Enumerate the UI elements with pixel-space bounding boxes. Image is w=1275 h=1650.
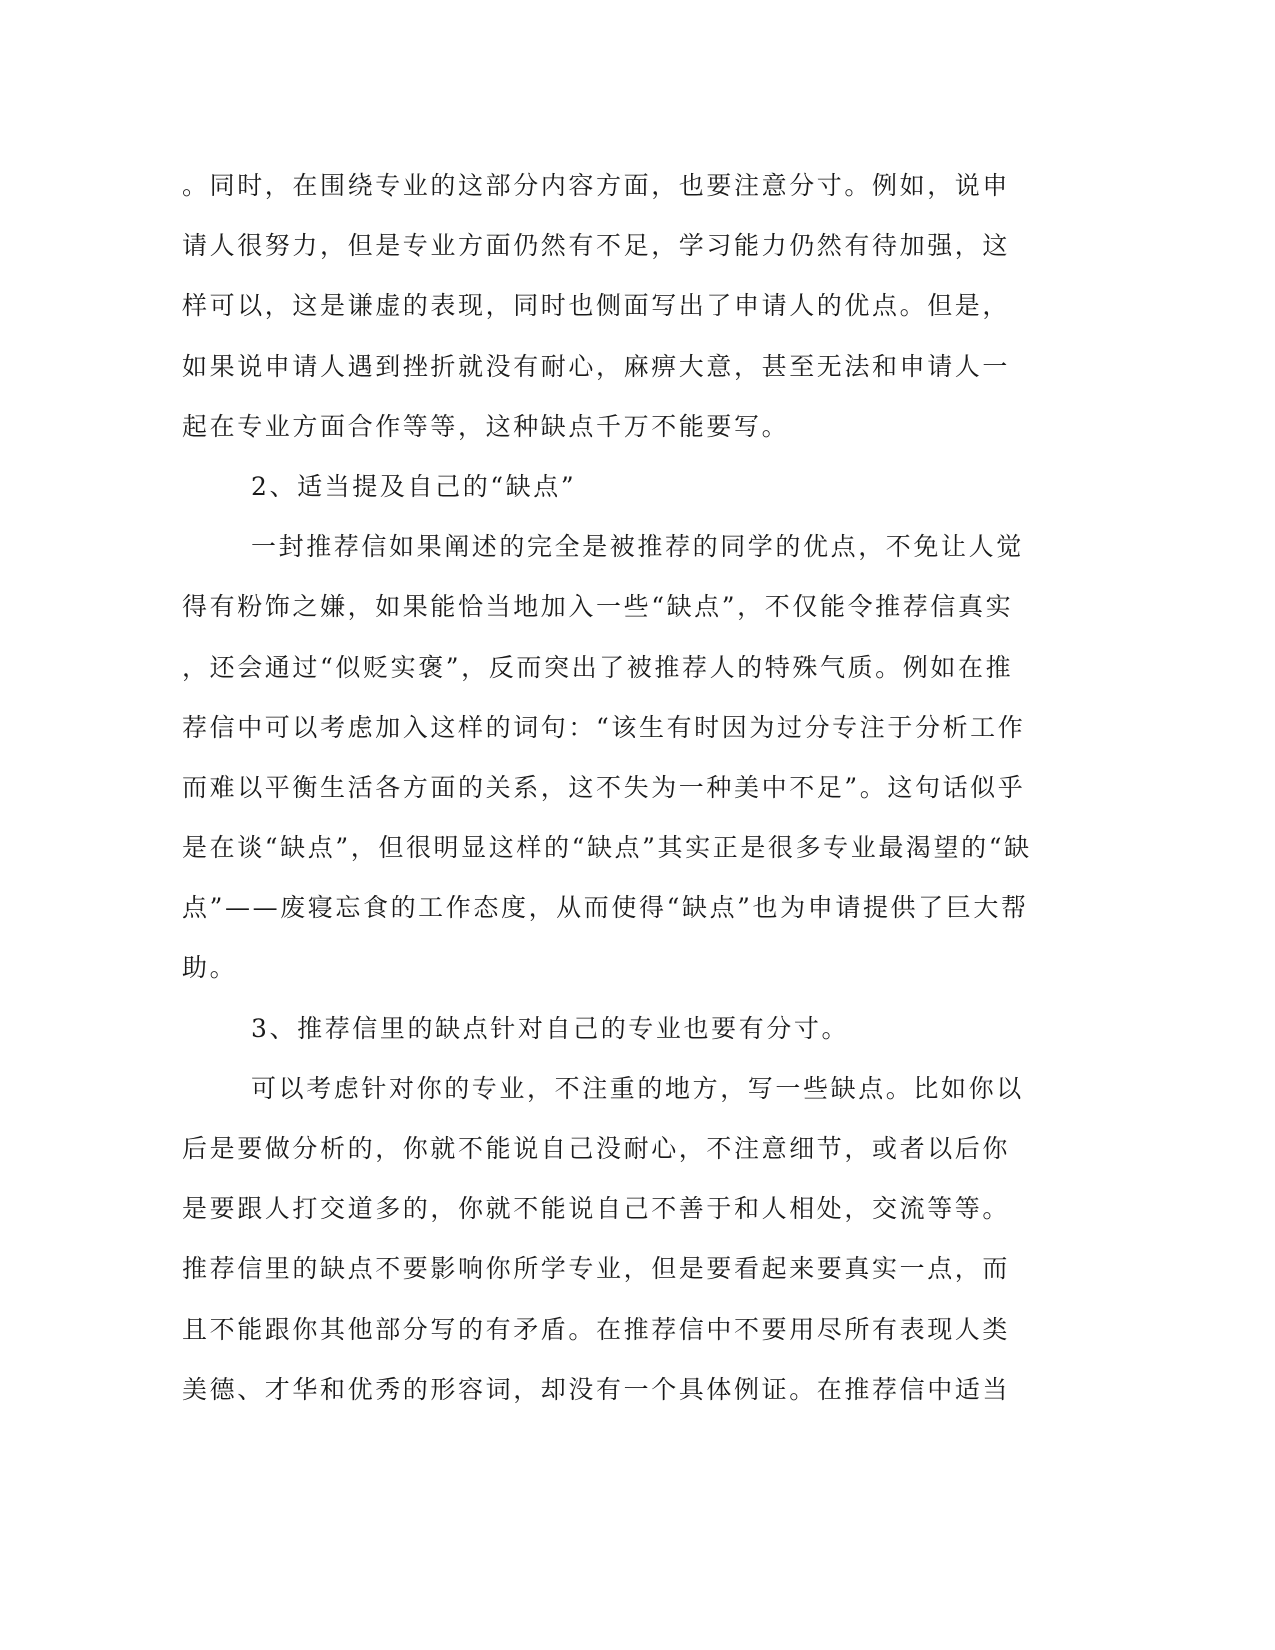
- text-line: 起在专业方面合作等等，这种缺点千万不能要写。: [182, 411, 790, 441]
- text-line: 荐信中可以考虑加入这样的词句：“该生有时因为过分专注于分析工作: [182, 712, 1026, 742]
- text-line: 请人很努力，但是专业方面仍然有不足，学习能力仍然有待加强，这: [182, 231, 1011, 261]
- paragraph-first-line: 3、推荐信里的缺点针对自己的专业也要有分寸。: [251, 1013, 850, 1043]
- text-line: 得有粉饰之嫌，如果能恰当地加入一些“缺点”，不仅能令推荐信真实: [182, 592, 1014, 622]
- body-text: [182, 156, 1062, 1420]
- text-line: 美德、才华和优秀的形容词，却没有一个具体例证。在推荐信中适当: [182, 1374, 1011, 1404]
- text-line: 推荐信里的缺点不要影响你所学专业，但是要看起来要真实一点，而: [182, 1254, 1011, 1284]
- text-line: 且不能跟你其他部分写的有矛盾。在推荐信中不要用尽所有表现人类: [182, 1314, 1011, 1344]
- text-line: 是要跟人打交道多的，你就不能说自己不善于和人相处，交流等等。: [182, 1194, 1011, 1224]
- text-line: ，还会通过“似贬实褒”，反而突出了被推荐人的特殊气质。例如在推: [182, 652, 1014, 682]
- text-line: 而难以平衡生活各方面的关系，这不失为一种美中不足”。这句话似乎: [182, 772, 1026, 802]
- text-line: 。同时，在围绕专业的这部分内容方面，也要注意分寸。例如，说申: [182, 171, 1011, 200]
- paragraph-first-line: 可以考虑针对你的专业，不注重的地方，写一些缺点。比如你以: [251, 1073, 1024, 1103]
- text-line: 样可以，这是谦虚的表现，同时也侧面写出了申请人的优点。但是，: [182, 291, 1011, 321]
- text-line: 助。: [182, 953, 238, 983]
- text-line: 点”——废寝忘食的工作态度，从而使得“缺点”也为申请提供了巨大帮: [182, 893, 1029, 923]
- paragraph-first-line: 一封推荐信如果阐述的完全是被推荐的同学的优点，不免让人觉: [251, 532, 1024, 562]
- text-line: 如果说申请人遇到挫折就没有耐心，麻痹大意，甚至无法和申请人一: [182, 351, 1011, 381]
- text-line: 是在谈“缺点”，但很明显这样的“缺点”其实正是很多专业最渴望的“缺: [182, 833, 1032, 863]
- text-line: 后是要做分析的，你就不能说自己没耐心，不注意细节，或者以后你: [182, 1134, 1011, 1163]
- paragraph-first-line: 2、适当提及自己的“缺点”: [251, 471, 577, 501]
